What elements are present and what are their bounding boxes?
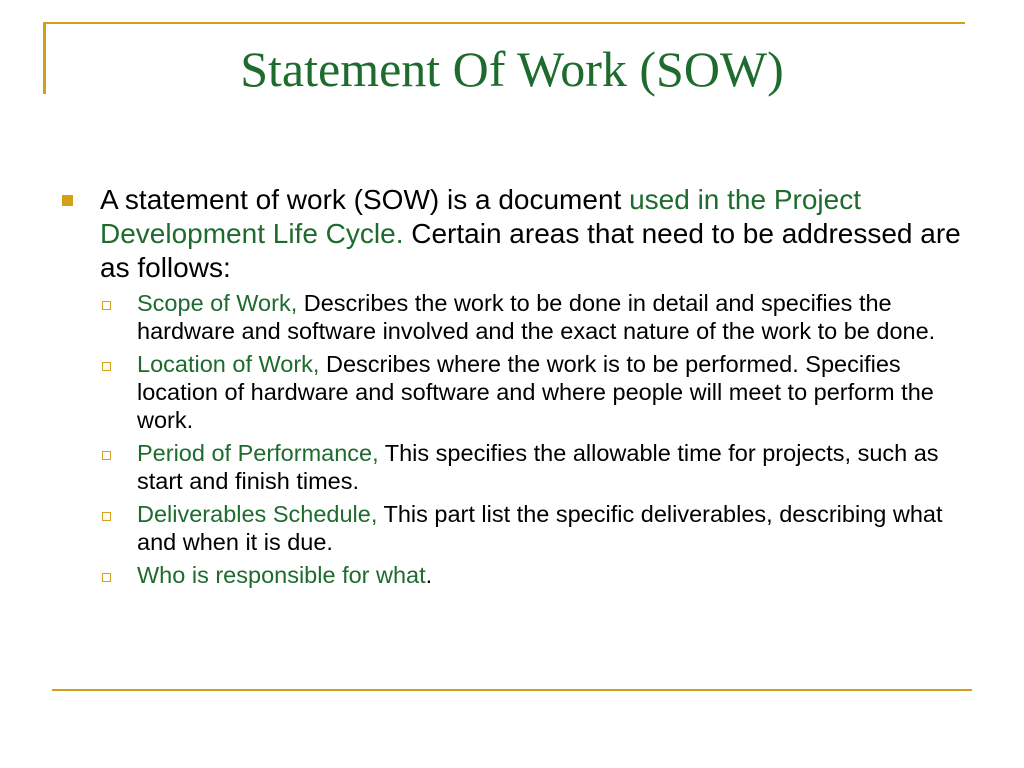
item-term: Scope of Work, — [137, 290, 298, 316]
list-item — [62, 350, 962, 434]
hollow-square-bullet-icon — [102, 301, 111, 310]
hollow-square-bullet-icon — [102, 512, 111, 521]
hollow-square-bullet-icon — [102, 362, 111, 371]
sub-bullet-list — [62, 289, 962, 589]
item-term: Deliverables Schedule, — [137, 501, 378, 527]
item-desc: Describes the work to be done in detail and specifies the hardware and software involved and the exact nature of the work to be done. — [137, 290, 936, 344]
slide-title: Statement Of Work (SOW) — [240, 41, 784, 97]
item-term: Location of Work, — [137, 351, 320, 377]
item-desc: Describes where the work is to be performed. Specifies location of hardware and software and where people will meet to perform the work. — [137, 351, 934, 433]
square-bullet-icon — [62, 195, 73, 206]
top-accent-line — [43, 22, 965, 24]
item-term: Who is responsible for what — [137, 562, 426, 588]
intro-text-b: Certain areas that need to be addressed are as follows: — [100, 218, 961, 283]
bottom-accent-line — [52, 689, 972, 691]
slide-body — [62, 183, 962, 594]
item-term: Period of Performance, — [137, 440, 379, 466]
list-item — [62, 561, 962, 589]
intro-text-highlight: used in the Project Development Life Cycle. — [100, 184, 861, 249]
hollow-square-bullet-icon — [102, 573, 111, 582]
list-item — [62, 500, 962, 556]
intro-text-a: A statement of work (SOW) is a document — [100, 184, 630, 215]
list-item — [62, 289, 962, 345]
item-desc: This part list the specific deliverables, describing what and when it is due. — [137, 501, 943, 555]
list-item — [62, 439, 962, 495]
item-desc: This specifies the allowable time for projects, such as start and finish times. — [137, 440, 939, 494]
main-bullet — [62, 183, 962, 285]
hollow-square-bullet-icon — [102, 451, 111, 460]
item-desc: . — [425, 562, 433, 588]
